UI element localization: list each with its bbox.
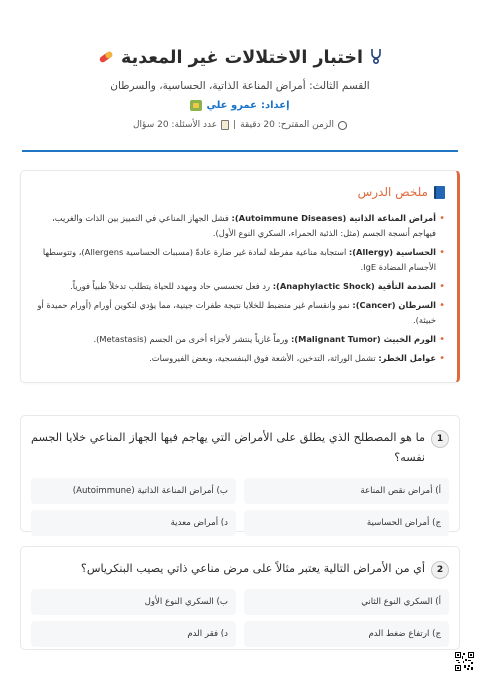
summary-item [35, 211, 445, 241]
summary-item [35, 279, 445, 294]
options-grid [31, 589, 449, 647]
question-number: 2 [431, 561, 449, 579]
summary-term: عوامل الخطر: [378, 353, 436, 363]
option-a[interactable]: أ) أمراض نقص المناعة [244, 478, 449, 504]
book-icon [434, 186, 445, 199]
page-subtitle: القسم الثالث: أمراض المناعة الذاتية، الحساسية، والسرطان [110, 80, 370, 92]
stethoscope-icon [369, 48, 383, 68]
author-label: إعداد: [260, 100, 290, 111]
author-avatar-icon [190, 100, 202, 111]
summary-term: الورم الخبيث (Malignant Tumor): [290, 334, 436, 344]
option-c[interactable]: ج) ارتفاع ضغط الدم [244, 621, 449, 647]
summary-term: الصدمة التأقية (Anaphylactic Shock): [272, 281, 436, 291]
question-card-1 [20, 415, 460, 532]
option-d[interactable]: د) فقر الدم [31, 621, 236, 647]
question-text: أي من الأمراض التالية يعتبر مثالاً على مرض مناعي ذاتي يصيب البنكرياس؟ [80, 562, 425, 575]
question-card-2 [20, 546, 460, 650]
meta-separator: | [233, 120, 237, 130]
summary-text: فشل الجهاز المناعي في التمييز بين الذات والغريب، فيهاجم أنسجة الجسم (مثل: الذئبة الحمراء، السكري النوع الأول). [52, 213, 436, 238]
summary-text: تشمل الوراثة، التدخين، الأشعة فوق البنفسجية، وبعض الفيروسات. [149, 353, 379, 363]
pill-icon [97, 49, 115, 68]
question-header [31, 428, 449, 468]
author-line [0, 100, 480, 111]
summary-text: ورماً غازياً ينتشر لأجزاء أخرى من الجسم (Metastasis). [93, 334, 291, 344]
document-icon [221, 120, 229, 130]
summary-term: السرطان (Cancer): [352, 300, 436, 310]
header-divider [22, 150, 458, 152]
summary-item [35, 298, 445, 328]
summary-list [35, 211, 445, 366]
options-grid [31, 478, 449, 536]
question-number: 1 [431, 430, 449, 448]
option-a[interactable]: أ) السكري النوع الثاني [244, 589, 449, 615]
quiz-meta [0, 120, 480, 130]
qr-code-icon [455, 652, 474, 671]
option-b[interactable]: ب) أمراض المناعة الذاتية (Autoimmune) [31, 478, 236, 504]
summary-item [35, 351, 445, 366]
time-label: الزمن المقترح: 20 دقيقة [240, 120, 334, 130]
summary-term: الحساسية (Allergy): [348, 247, 436, 257]
summary-term: أمراض المناعة الذاتية (Autoimmune Diseases): [231, 213, 436, 223]
question-header [31, 559, 449, 579]
lesson-summary-card [20, 170, 460, 383]
summary-text: رد فعل تحسسي حاد ومهدد للحياة يتطلب تدخلاً طبياً فورياً. [70, 281, 273, 291]
timer-icon [338, 121, 347, 130]
summary-item [35, 245, 445, 275]
title-text: اختبار الاختلالات غير المعدية [121, 48, 363, 68]
summary-text: نمو وانقسام غير منضبط للخلايا نتيجة طفرات جينية، مما يؤدي لتكوين أورام (أورام حميدة أو خبيثة). [37, 300, 436, 325]
page-header [0, 0, 480, 130]
option-d[interactable]: د) أمراض معدية [31, 510, 236, 536]
question-text: ما هو المصطلح الذي يطلق على الأمراض التي يهاجم فيها الجهاز المناعي خلايا الجسم نفسه؟ [31, 431, 425, 464]
summary-heading [35, 185, 445, 199]
summary-title: ملخص الدرس [357, 185, 428, 199]
summary-item [35, 332, 445, 347]
option-b[interactable]: ب) السكري النوع الأول [31, 589, 236, 615]
page-title [0, 48, 480, 68]
option-c[interactable]: ج) أمراض الحساسية [244, 510, 449, 536]
summary-text: استجابة مناعية مفرطة لمادة غير ضارة عادةً (مسببات الحساسية Allergens)، وتتوسطها الأجسام المضادة IgE. [42, 247, 436, 272]
author-name: عمرو علي [206, 100, 257, 111]
question-count: عدد الأسئلة: 20 سؤال [133, 120, 218, 130]
